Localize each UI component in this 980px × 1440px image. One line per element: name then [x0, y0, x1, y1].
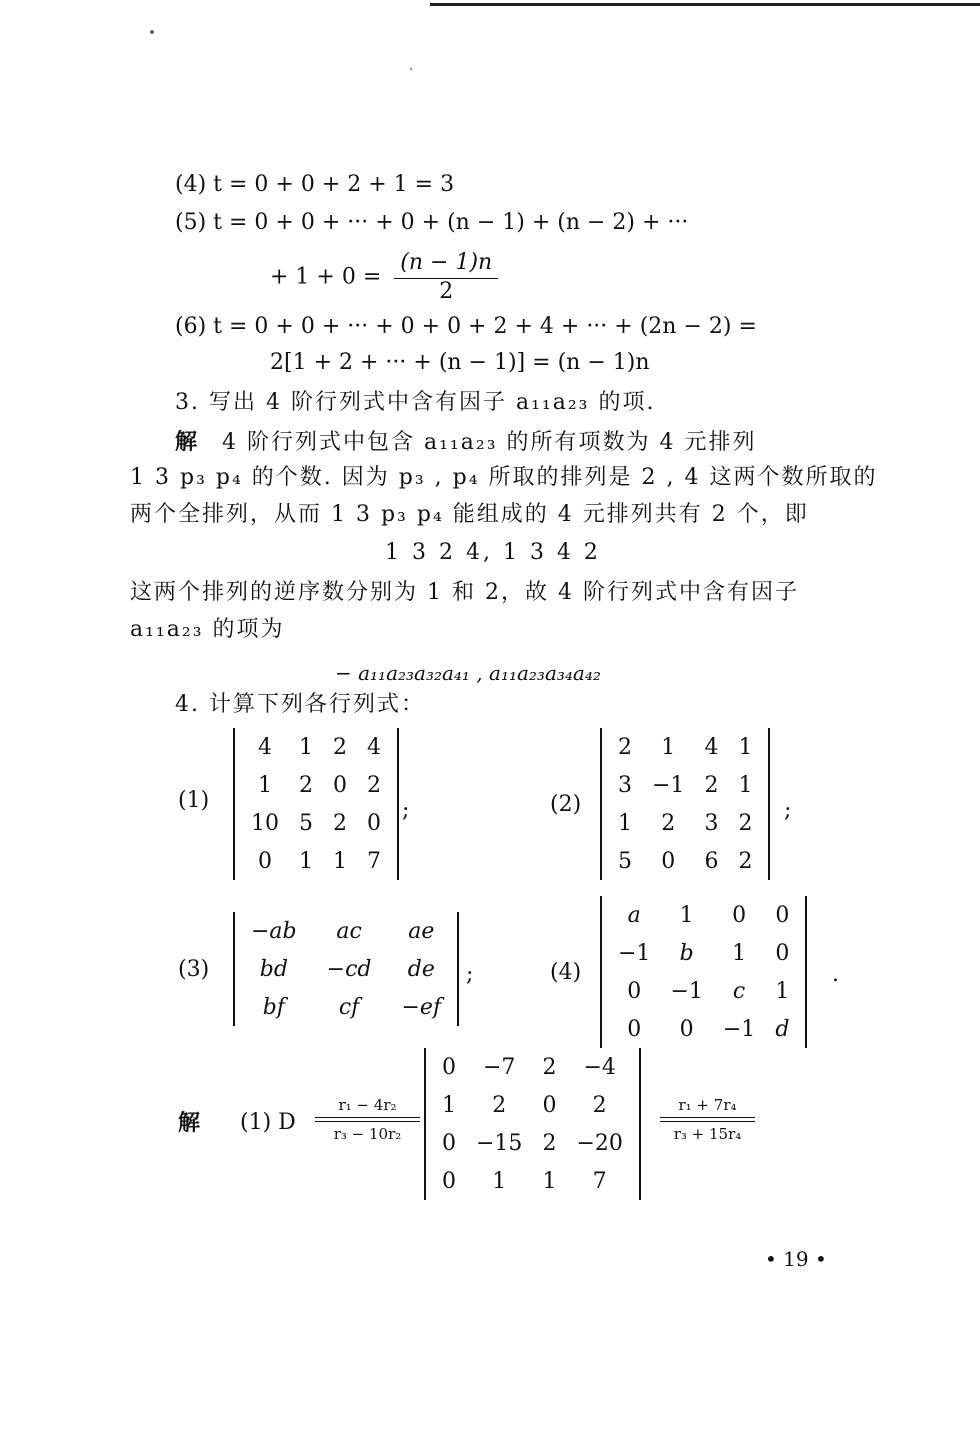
cell: 2	[299, 772, 313, 798]
cell: −ab	[251, 918, 297, 944]
cell: 1	[333, 848, 347, 874]
cell: 0	[775, 940, 790, 966]
cell: −cd	[326, 956, 372, 982]
cell: 1	[299, 734, 313, 760]
cell: 0	[627, 1016, 642, 1042]
row-op-2	[660, 1096, 755, 1143]
cell: 0	[367, 810, 381, 836]
page-number: • 19 •	[765, 1247, 827, 1271]
cell: −4	[583, 1054, 616, 1080]
cell: 1	[492, 1168, 507, 1194]
cell: 3	[704, 810, 719, 836]
separator: ;	[402, 798, 410, 823]
question-4-prompt: 4. 计算下列各行列式：	[175, 692, 425, 717]
item-6-line2: 2[1 + 2 + ··· + (n − 1)] = (n − 1)n	[270, 350, 650, 375]
cell: 2	[367, 772, 381, 798]
cell: 1	[679, 902, 694, 928]
cell: cf	[338, 994, 360, 1020]
cell: 2	[542, 1130, 557, 1156]
cell: 0	[661, 848, 676, 874]
cell: 7	[367, 848, 381, 874]
row-op-1-top: r₁ − 4r₂	[338, 1096, 397, 1114]
row-op-1-bottom: r₃ − 10r₂	[333, 1125, 402, 1143]
solution-matrix	[424, 1048, 641, 1200]
q3-solution-line5: a₁₁a₂₃ 的项为	[130, 617, 285, 642]
cell: 1	[732, 940, 747, 966]
cell: 1	[775, 978, 790, 1004]
cell: ac	[336, 918, 362, 944]
det-2-label: (2)	[550, 792, 582, 817]
cell: 4	[704, 734, 719, 760]
cell: bf	[262, 994, 285, 1020]
solution-text: 4 阶行列式中包含 a₁₁a₂₃ 的所有项数为 4 元排列	[222, 430, 757, 455]
item-5-lead: + 1 + 0 =	[270, 264, 382, 290]
cell: 0	[442, 1168, 456, 1194]
cell: −1	[618, 940, 651, 966]
cell: 1	[618, 810, 632, 836]
cell: 7	[592, 1168, 607, 1194]
q3-solution-line3: 两个全排列，从而 1 3 p₃ p₄ 能组成的 4 元排列共有 2 个，即	[130, 502, 809, 527]
cell: 0	[442, 1130, 456, 1156]
cell: 0	[442, 1054, 456, 1080]
cell: 0	[258, 848, 272, 874]
det-3-label: (3)	[178, 957, 210, 982]
cell: 4	[367, 734, 381, 760]
fraction-denominator: 2	[439, 279, 454, 304]
speck	[150, 30, 154, 34]
cell: 1	[738, 734, 753, 760]
cell: 0	[732, 902, 747, 928]
permutations: 1 3 2 4, 1 3 4 2	[385, 540, 601, 565]
cell: 2	[738, 810, 753, 836]
cell: 1	[661, 734, 676, 760]
cell: 0	[679, 1016, 694, 1042]
q3-solution-line1	[175, 427, 757, 458]
cell: 2	[542, 1054, 557, 1080]
terminal-period: .	[832, 962, 839, 987]
cell: −1	[652, 772, 685, 798]
cell: 6	[704, 848, 719, 874]
cell: 3	[618, 772, 632, 798]
cell: 2	[618, 734, 632, 760]
solution-label: 解	[178, 1110, 201, 1136]
row-op-2-top: r₁ + 7r₄	[678, 1096, 737, 1114]
item-4: (4) t = 0 + 0 + 2 + 1 = 3	[175, 172, 455, 197]
solution-label: 解	[175, 429, 200, 455]
question-3-prompt: 3. 写出 4 阶行列式中含有因子 a₁₁a₂₃ 的项.	[175, 390, 656, 415]
cell: 2	[661, 810, 676, 836]
cell: 10	[251, 810, 279, 836]
cell: 1	[299, 848, 313, 874]
cell: 1	[738, 772, 753, 798]
cell: 2	[333, 810, 347, 836]
cell: −20	[576, 1130, 623, 1156]
det-4-label: (4)	[550, 960, 582, 985]
cell: 5	[618, 848, 632, 874]
determinant-3	[233, 912, 459, 1026]
cell: 4	[258, 734, 272, 760]
cell: 2	[333, 734, 347, 760]
cell: de	[407, 956, 435, 982]
cell: d	[775, 1016, 790, 1042]
cell: 0	[333, 772, 347, 798]
cell: −15	[476, 1130, 523, 1156]
cell: 0	[775, 902, 790, 928]
solution-part	[240, 1108, 296, 1138]
determinant-4	[600, 896, 807, 1048]
determinant-2	[600, 728, 770, 880]
cell: ae	[408, 918, 435, 944]
result-terms: − a₁₁a₂₃a₃₂a₄₁ , a₁₁a₂₃a₃₄a₄₂	[335, 661, 601, 685]
cell: −1	[722, 1016, 756, 1042]
cell: 1	[442, 1092, 456, 1118]
cell: 0	[627, 978, 642, 1004]
cell: c	[732, 978, 746, 1004]
cell: bd	[259, 956, 288, 982]
q3-solution-line4: 这两个排列的逆序数分别为 1 和 2，故 4 阶行列式中含有因子	[130, 580, 799, 605]
speck	[410, 68, 412, 70]
cell: 2	[592, 1092, 607, 1118]
item-6-line1: (6) t = 0 + 0 + ··· + 0 + 0 + 2 + 4 + ··· + (2n − 2) =	[175, 314, 757, 339]
cell: a	[627, 902, 641, 928]
item-5-line1: (5) t = 0 + 0 + ··· + 0 + (n − 1) + (n − 2) + ···	[175, 210, 689, 235]
cell: b	[679, 940, 694, 966]
row-op-1	[315, 1096, 420, 1143]
cell: 1	[542, 1168, 557, 1194]
cell: 2	[704, 772, 719, 798]
row-op-2-bottom: r₃ + 15r₄	[673, 1125, 742, 1143]
separator: ;	[784, 798, 792, 823]
cell: −ef	[401, 994, 442, 1020]
cell: 5	[299, 810, 313, 836]
top-rule	[430, 3, 980, 6]
cell: 2	[738, 848, 753, 874]
fraction	[394, 250, 498, 305]
separator: ;	[466, 962, 474, 987]
determinant-1	[233, 728, 399, 880]
cell: 1	[258, 772, 272, 798]
cell: −7	[483, 1054, 516, 1080]
q3-solution-line2: 1 3 p₃ p₄ 的个数. 因为 p₃ , p₄ 所取的排列是 2 , 4 这两个数所取的	[130, 465, 878, 490]
fraction-numerator: (n − 1)n	[394, 250, 498, 279]
part-text: (1) D	[240, 1110, 296, 1135]
cell: −1	[670, 978, 703, 1004]
cell: 2	[492, 1092, 507, 1118]
det-1-label: (1)	[178, 788, 210, 813]
item-5-line2	[270, 250, 504, 305]
cell: 0	[542, 1092, 557, 1118]
